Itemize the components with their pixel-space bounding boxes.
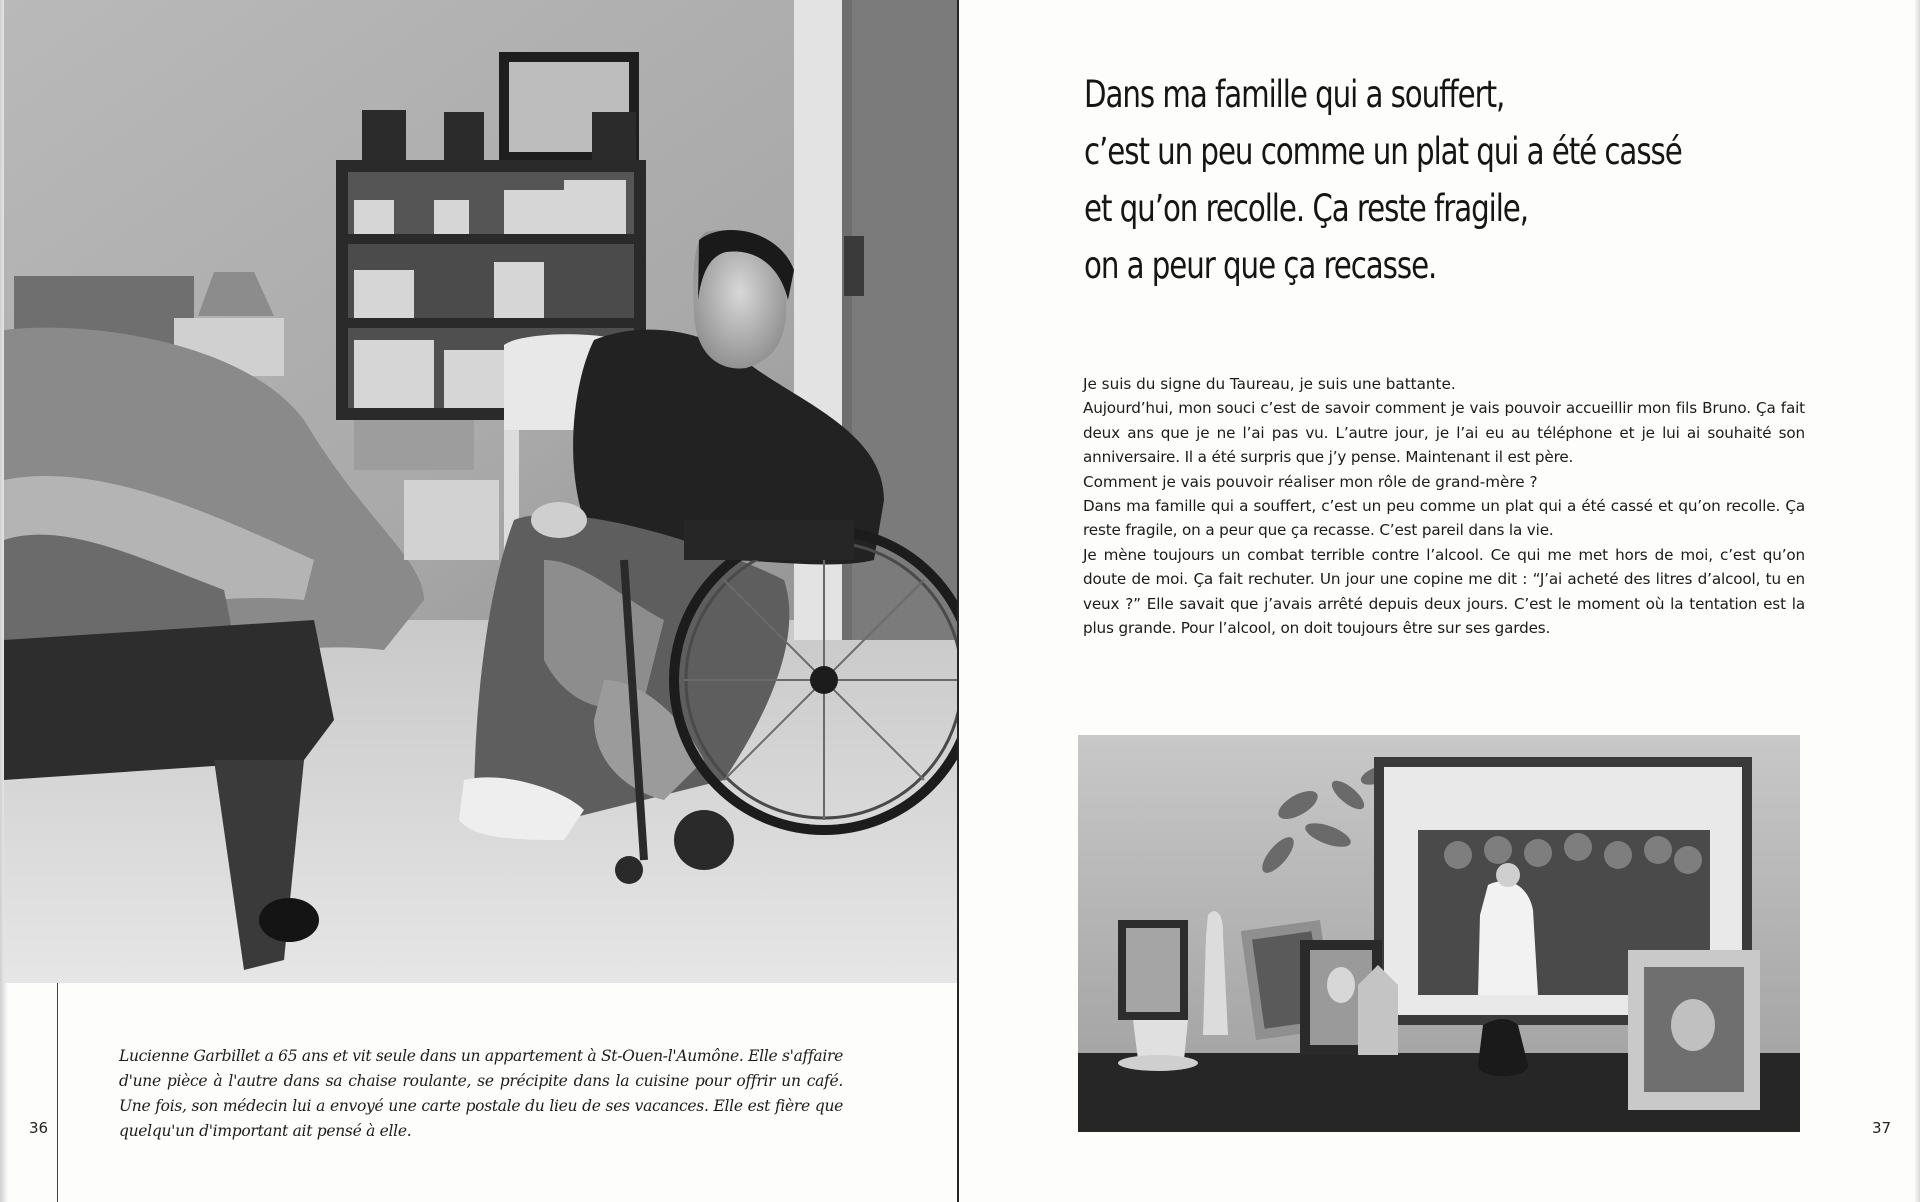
photo-caption: Lucienne Garbillet a 65 ans et vit seule dans un appartement à St-Ouen-l'Aumône. Elle s'affaire d'une pièce à l'autre dans sa chaise roulante, se précipite dans la cuisine pour offrir un café. Une fois, son médecin lui a envoyé une carte postale du lieu de ses vacances. Elle est fière que quelqu'un d'important ait pensé à elle. (119, 1046, 843, 1140)
paragraph-4: Dans ma famille qui a souffert, c’est un peu comme un plat qui a été cassé et qu’on recolle. Ça reste fragile, on a peur que ça recasse. C’est pareil dans la vie. (1083, 497, 1805, 540)
paragraph-5: Je mène toujours un combat terrible contre l’alcool. Ce qui me met hors de moi, c’est qu’on doute de moi. Ça fait rechuter. Un jour une copine me dit : “J’ai acheté des litres d’alcool, tu en veux ?” Elle savait que j’avais arrêté depuis deux jours. C’est le moment où la tentation est la plus grande. Pour l’alcool, on doit toujours être sur ses gardes. (1083, 545, 1805, 638)
pull-quote (1084, 66, 1884, 294)
photo-framed-pictures (1078, 735, 1800, 1132)
testimony-text (1083, 372, 1805, 640)
pull-quote-line-4: on a peur que ça recasse. (1084, 244, 1437, 287)
paragraph-1: Je suis du signe du Taureau, je suis une battante. (1083, 375, 1456, 393)
book-gutter (957, 0, 959, 1202)
pull-quote-line-3: et qu’on recolle. Ça reste fragile, (1084, 187, 1529, 230)
page-number-right: 37 (1872, 1119, 1892, 1137)
pull-quote-line-1: Dans ma famille qui a souffert, (1084, 73, 1505, 116)
scan-edge-right (1914, 0, 1920, 1202)
paragraph-3: Comment je vais pouvoir réaliser mon rôle de grand-mère ? (1083, 472, 1538, 491)
left-margin-rule (57, 983, 58, 1202)
photo-woman-in-wheelchair (4, 0, 957, 983)
pull-quote-line-2: c’est un peu comme un plat qui a été cassé (1084, 130, 1682, 173)
page-number-left: 36 (29, 1119, 49, 1137)
paragraph-2: Aujourd’hui, mon souci c’est de savoir comment je vais pouvoir accueillir mon fils Bruno. Ça fait deux ans que je ne l’ai pas vu. L’autre jour, je l’ai eu au téléphone et je lui ai souhaité son anniversaire. Il a été surpris que j’y pense. Maintenant il est père. (1083, 399, 1805, 467)
